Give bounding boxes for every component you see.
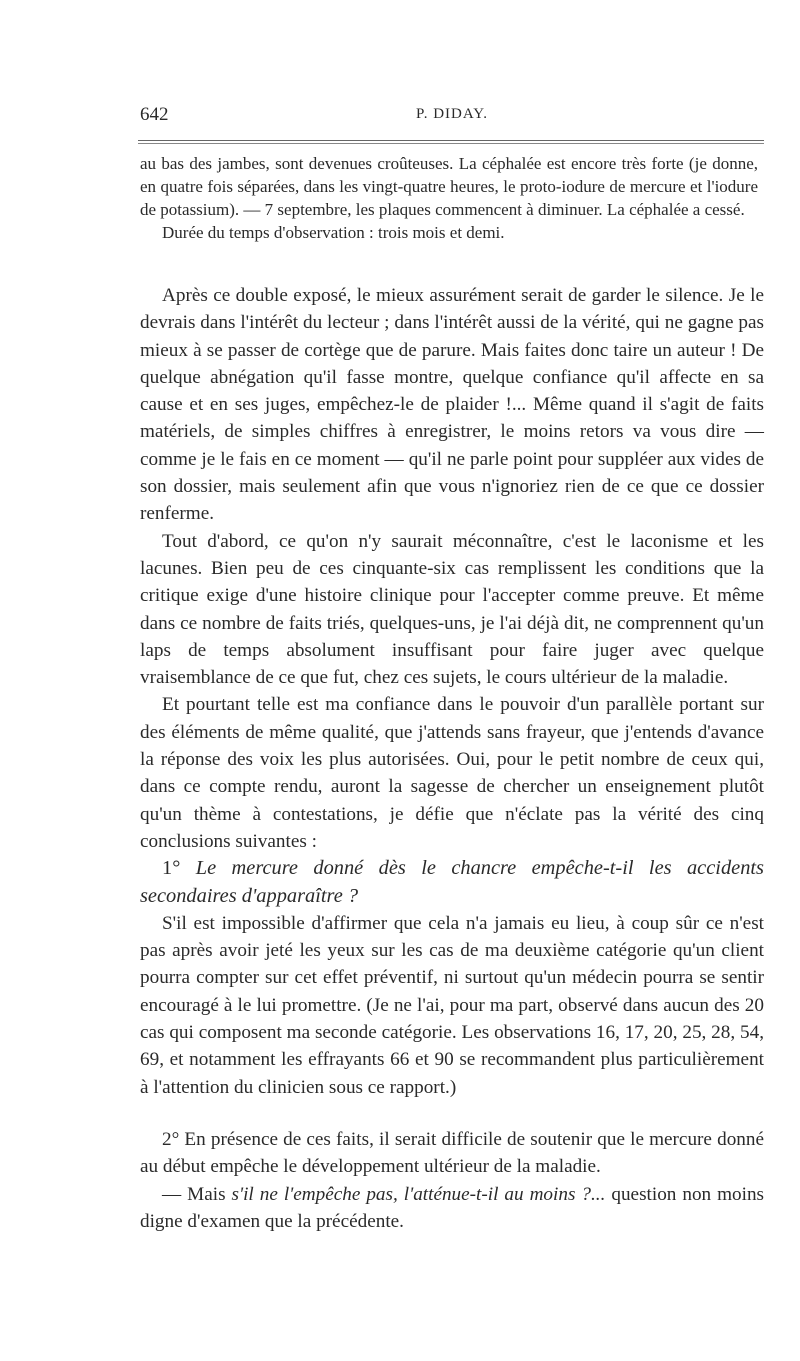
observation-text (140, 152, 758, 244)
body-text (140, 282, 764, 1235)
paragraph-1: Après ce double exposé, le mieux assurément serait de garder le silence. Je le devrais dans l'intérêt du lecteur ; dans l'intérêt aussi de la vérité, qui ne gagne pas mieux à se passer de cortège que de parure. Mais faites donc taire un auteur ! De quelque abnégation qu'il fasse montre, quelque confiance qu'il affecte en sa cause et en ses juges, empêchez-le de plaider !... Même quand il s'agit de faits matériels, de simples chiffres à enregistrer, le moins retors va vous dire — comme je le fais en ce moment — qu'il ne parle point pour suppléer aux vides de son dossier, mais seulement afin que vous n'ignoriez rien de ce que ce dossier renferme. (140, 285, 764, 525)
paragraph-3: Et pourtant telle est ma confiance dans le pouvoir d'un parallèle portant sur des éléments de même qualité, que j'attends sans frayeur, que j'entends d'avance la réponse des voix les plus autorisées. Oui, pour le petit nombre de ceux qui, dans ce compte rendu, auront la sagesse de chercher un enseignement plutôt qu'un thème à contestations, je défie que n'éclate pas la vérité des cinq conclusions suivantes : (140, 694, 764, 852)
header-rule (138, 140, 764, 141)
question-1 (140, 855, 764, 910)
running-head: P. DIDAY. (416, 106, 488, 122)
question-1-text: Le mercure donné dès le chancre empêche-t-il les accidents secondaires d'apparaître ? (140, 857, 764, 907)
question-1-number: 1° (162, 857, 181, 880)
page-number: 642 (140, 104, 169, 125)
observation-duration: Durée du temps d'observation : trois mois et demi. (162, 223, 505, 242)
paragraph-6 (140, 1181, 764, 1236)
paragraph-2: Tout d'abord, ce qu'on n'y saurait méconnaître, c'est le laconisme et les lacunes. Bien peu de ces cinquante-six cas remplissent les conditions que la critique exige d'une histoire clinique pour l'accepter comme preuve. Et même dans ce nombre de faits triés, quelques-uns, je l'ai déjà dit, ne comprennent qu'un laps de temps absolument insuffisant pour faire juger avec quelque vraisemblance de ce que fut, chez ces sujets, le cours ultérieur de la maladie. (140, 530, 764, 689)
paragraph-6-question: s'il ne l'empêche pas, l'atténue-t-il au moins ?... (231, 1183, 606, 1205)
paragraph-6-end: question non moins digne d'examen que la précédente. (140, 1183, 765, 1232)
paragraph-6-start: — Mais (162, 1183, 226, 1205)
page-header (140, 104, 764, 130)
header-rule-second (138, 143, 764, 144)
paragraph-4: S'il est impossible d'affirmer que cela n'a jamais eu lieu, à coup sûr ce n'est pas après avoir jeté les yeux sur les cas de ma deuxième catégorie qu'un client pourra compter sur cet effet préventif, ni surtout qu'un médecin pourra se sentir encouragé à le lui promettre. (Je ne l'ai, pour ma part, observé dans aucun des 20 cas qui composent ma seconde catégorie. Les observations 16, 17, 20, 25, 28, 54, 69, et notamment les effrayants 66 et 90 se recommandent plus particulièrement à l'attention du clinicien sous ce rapport.) (140, 912, 764, 1098)
paragraph-5: 2° En présence de ces faits, il serait difficile de soutenir que le mercure donné au début empêche le développement ultérieur de la maladie. (140, 1128, 764, 1178)
observation-paragraph: au bas des jambes, sont devenues croûteuses. La céphalée est encore très forte (je donne, en quatre fois séparées, dans les vingt-quatre heures, le proto-iodure de mercure et l'iodure de potassium). — 7 septembre, les plaques commencent à diminuer. La céphalée a cessé. (140, 154, 758, 219)
